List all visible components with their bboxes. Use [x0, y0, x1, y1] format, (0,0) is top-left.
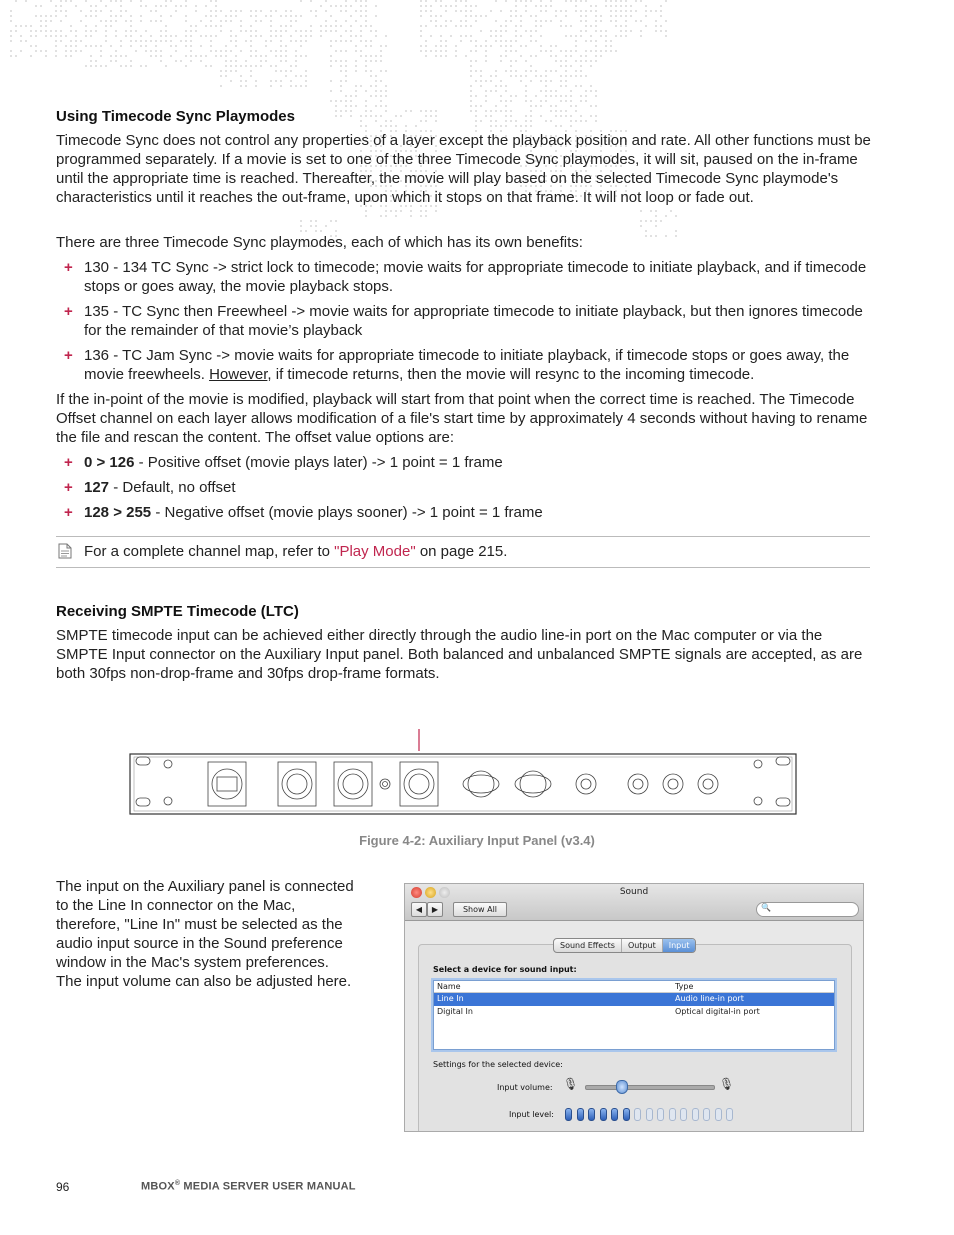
window-titlebar — [405, 884, 863, 921]
tab-input[interactable]: Input — [663, 939, 696, 952]
level-bar — [565, 1108, 572, 1121]
plus-bullet-icon: + — [64, 347, 73, 364]
auxiliary-input-panel-figure — [128, 727, 798, 817]
page-number: 96 — [56, 1180, 70, 1194]
level-bar — [623, 1108, 630, 1121]
microphone-high-icon: 🎙 — [719, 1077, 735, 1091]
input-level-label: Input level: — [509, 1110, 554, 1119]
microphone-low-icon: 🎙 — [563, 1077, 579, 1091]
table-header — [434, 981, 834, 993]
world-map-dots-background — [0, 0, 954, 250]
forward-arrow-button[interactable]: ▶ — [427, 902, 443, 917]
search-input[interactable] — [756, 902, 859, 917]
level-bar — [680, 1108, 687, 1121]
playmodes-intro: There are three Timecode Sync playmodes, each of which has its own benefits: — [56, 234, 583, 251]
table-row[interactable]: Line In Audio line-in port — [434, 993, 834, 1006]
input-volume-slider-knob[interactable] — [616, 1080, 628, 1094]
list-item: + 128 > 255 - Negative offset (movie plays sooner) -> 1 point = 1 frame — [64, 504, 543, 521]
plus-bullet-icon: + — [64, 454, 73, 471]
section-heading-smpte: Receiving SMPTE Timecode (LTC) — [56, 603, 299, 620]
list-item: + 135 - TC Sync then Freewheel -> movie waits for appropriate timecode to initiate playback, but then ignores timecode for the remainder of that movie’s playback — [64, 303, 863, 339]
offset-paragraph: If the in-point of the movie is modified, playback will start from that point when the correct time is reached. The Timecode Offset channel on each layer allows modification of a file's start time by approximately 4 seconds without having to rename the file and rescan the content. The offset value options are: — [56, 391, 868, 446]
plus-bullet-icon: + — [64, 259, 73, 276]
input-volume-label: Input volume: — [497, 1083, 553, 1092]
tab-bar — [553, 938, 696, 953]
level-bar — [588, 1108, 595, 1121]
plus-bullet-icon: + — [64, 504, 73, 521]
input-volume-track[interactable] — [585, 1085, 715, 1090]
level-bar — [611, 1108, 618, 1121]
list-item: + 127 - Default, no offset — [64, 479, 236, 496]
back-arrow-button[interactable]: ◀ — [411, 902, 427, 917]
note-document-icon — [58, 543, 72, 559]
level-bar — [577, 1108, 584, 1121]
note-text: For a complete channel map, refer to "Play Mode" on page 215. — [84, 543, 508, 560]
window-title: Sound — [619, 887, 649, 897]
column-header-type[interactable]: Type — [675, 982, 694, 991]
section-heading-timecode-sync: Using Timecode Sync Playmodes — [56, 108, 295, 125]
smpte-paragraph: SMPTE timecode input can be achieved either directly through the audio line-in port on the Mac computer or via the SMPTE Input connector on the Auxiliary Input panel. Both balanced and unbalanced SMPTE signals are accepted, as are both 30fps non-drop-frame and 30fps drop-frame formats. — [56, 627, 863, 682]
plus-bullet-icon: + — [64, 479, 73, 496]
show-all-button[interactable]: Show All — [453, 902, 507, 917]
list-item: + 130 - 134 TC Sync -> strict lock to timecode; movie waits for appropriate timecode to initiate playback, and if timecode stops or goes away, the movie playback stops. — [64, 259, 867, 295]
level-bar — [715, 1108, 722, 1121]
intro-paragraph: Timecode Sync does not control any properties of a layer except the playback position and rate. All other functions must be programmed separately. If a movie is set to one of the three Timecode Sync playmodes, it will sit, paused on the in-frame until the appropriate time is reached. Thereafter, the movie will play based on the selected Timecode Sync playmode's characteristics until it reaches the out-frame, upon which it stops on that frame. It will not loop or fade out. — [56, 132, 871, 206]
level-bar — [692, 1108, 699, 1121]
playmode-list — [56, 258, 871, 390]
plus-bullet-icon: + — [64, 303, 73, 320]
search-icon: 🔍 — [761, 903, 771, 912]
settings-label: Settings for the selected device: — [433, 1060, 563, 1069]
select-device-label: Select a device for sound input: — [433, 965, 577, 974]
figure-caption: Figure 4-2: Auxiliary Input Panel (v3.4) — [359, 833, 595, 848]
level-bar — [703, 1108, 710, 1121]
offset-list — [56, 453, 871, 528]
level-bar — [646, 1108, 653, 1121]
level-bar — [726, 1108, 733, 1121]
sound-preferences-window — [404, 883, 864, 1132]
list-item: + 0 > 126 - Positive offset (movie plays later) -> 1 point = 1 frame — [64, 454, 503, 471]
note-box — [56, 536, 870, 568]
side-paragraph: The input on the Auxiliary panel is connected to the Line In connector on the Mac, therefore, "Line In" must be selected as the audio input source in the Sound preference window in the Mac's system preferences. The input volume can also be adjusted here. — [56, 878, 354, 990]
level-bar — [669, 1108, 676, 1121]
manual-title: MBOX® MEDIA SERVER USER MANUAL — [141, 1180, 356, 1193]
tab-output[interactable]: Output — [622, 939, 663, 952]
column-header-name[interactable]: Name — [437, 982, 461, 991]
level-bar — [657, 1108, 664, 1121]
list-item: + 136 - TC Jam Sync -> movie waits for appropriate timecode to initiate playback, if timecode stops or goes away, the movie freewheels. However, if timecode returns, then the movie will resync to the incoming timecode. — [64, 347, 850, 383]
level-bar — [634, 1108, 641, 1121]
table-row[interactable]: Digital In Optical digital-in port — [437, 1007, 760, 1016]
play-mode-link[interactable]: "Play Mode" — [334, 543, 416, 560]
input-device-table — [433, 980, 835, 1050]
tab-sound-effects[interactable]: Sound Effects — [554, 939, 622, 952]
level-bar — [600, 1108, 607, 1121]
